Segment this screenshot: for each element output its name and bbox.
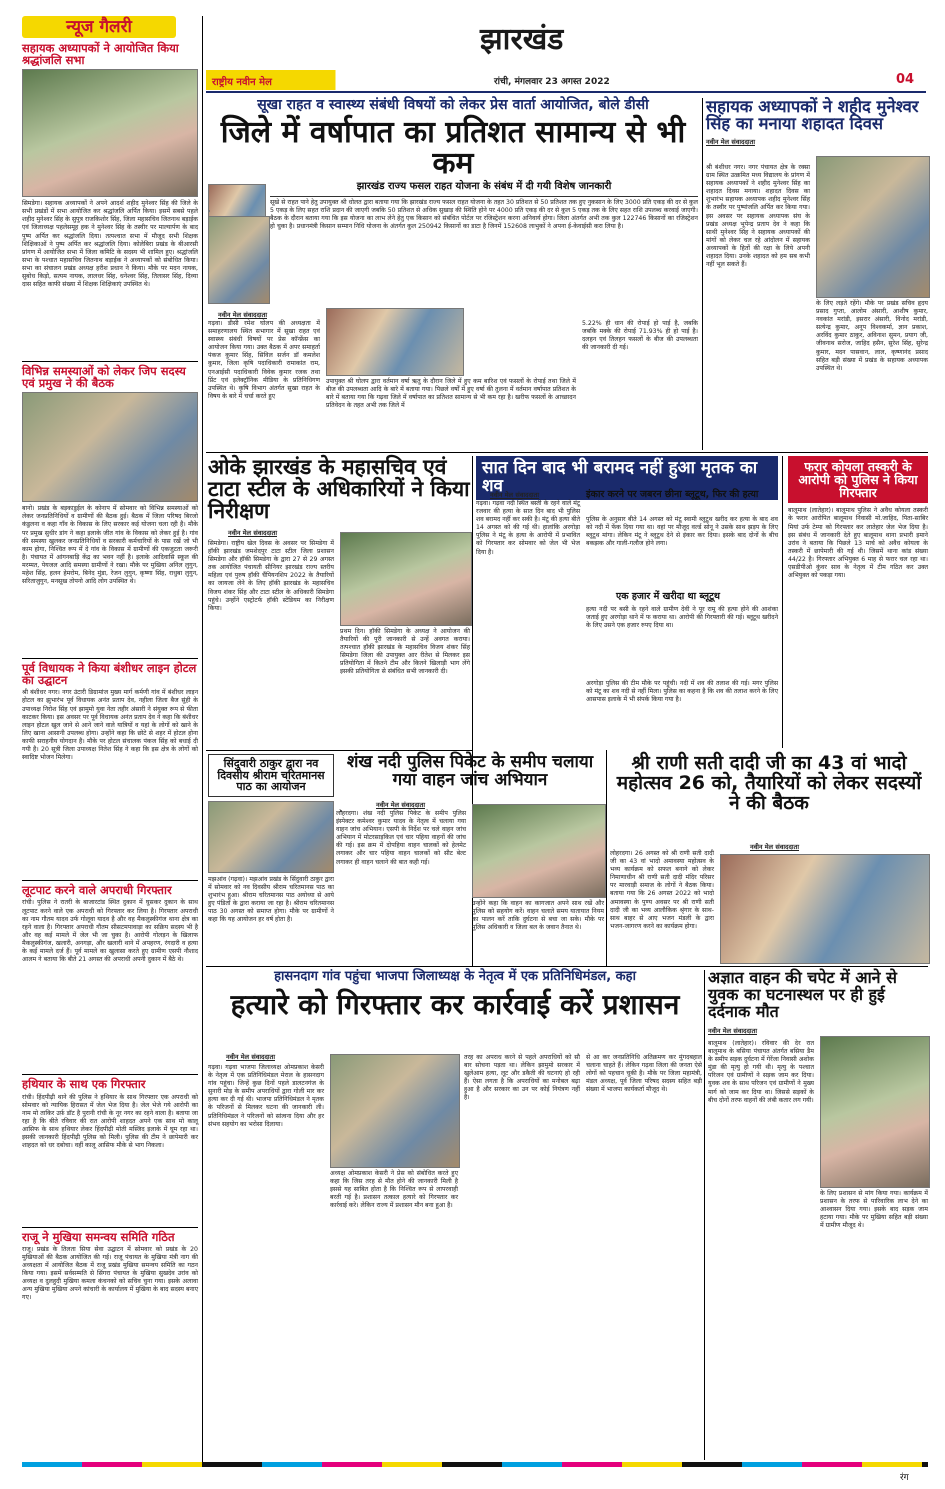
gallery-headline-2: विभिन्न समस्याओं को लेकर जिप सदस्य एवं प्रमुख ने की बैठक bbox=[22, 364, 186, 391]
gallery-body-5: रांची। हिंदपीढ़ी थाने की पुलिस ने हथियार के साथ गिरफ्तार एक अपराधी को सोमवार को न्यायिक हिरासत में जेल भेज दिया है। जेल भेजे गये आरोपी का नाम मो ताकिर उर्फ़ डॉट है पुरानी रांची के नूर नगर का रहने वाला है। बताया जा रहा है कि बीते रविवार की रात आरोपी शाहदत अपने एक साथ मो कालू आसिफ के साथ हथियार लेकर हिंदपीढ़ी मोती मस्जिद इलाके में घूम रहा था। इसकी जानकारी हिंदपीढ़ी पुलिस को मिली। पुलिस की टीम ने छापेमारी कर शाहदत को धर दबोचा। वहीं कालू आसिफ मौके से भाग निकला। bbox=[22, 1093, 200, 1150]
drought-body-top: सूखे से राहत पाने हेतु उपायुक्त श्री धोलत द्वारा बताया गया कि झारखंड राज्य फसल राहत योजना के तहत 30 प्रतिशत से 50 प्रतिशत तक हुए नुकसान के लिए 3000 प्रति एकड़ की दर से कुल 5 एकड़ के लिए सहत राशि प्रदान की जाएगी जबकि 50 प्रतिशत से अधिक सुखाड़ की स्थिति होने पर 4000 प्रति एकड़ की दर से कुल 5 एकड़ तक के लिए सहत राशि उपलब्ध करवाई जाएगी। बैठक के दौरान बताया गया कि इस योजना का लाभ लेने हेतु एक किसान को संबंधित पोर्टल पर रजिस्ट्रेशन करना अनिवार्य होगा। जिला अंतर्गत अभी तक कुल 122746 किसानों का रजिस्ट्रेशन हो चुका है। प्रधानमंत्री किसान सम्मान निधि योजना के अंतर्गत कुल 250942 किसानों का डाटा है जिनमें 152608 लाभुकों ने अपना ई-केवाईसी करा लिया है। bbox=[270, 199, 700, 231]
bjp-photo bbox=[330, 1054, 460, 1168]
paper-name: राष्ट्रीय नवीन मेल bbox=[212, 77, 272, 88]
gallery-body-3: श्री बंशीधर नगर। नगर उंटारी डिग्रामांज मुख्य मार्ग कर्मणी गांव में बंशीधर लाइन होटल का झुभारंभ पूर्व विधायक अनंत प्रताप देव, नहीला जिला बैज सुंही के उपाध्यक्ष निरोश सिंह एवं झामुमो युवा नेता तहीर अंसारी ने संयुक्त रूप से फीता काटकर किया। इस अवसर पर पूर्व विधायक अनंत प्रताप देव ने कहा कि बंशीधर लाइन होटल खुल जाने से आने जाने वाले यात्रियों व यहां के लोगों को खाने के लिए खाना आसानी उपलब्ध होगा। उन्होंने कहा कि छोटे से शहर में होटल होना काफी सराहनीय योगदान है। मौके पर होटल संचालक पंकज सिंह को बधाई दी गयी है। 20 सूत्री जिला उपाध्यक्ष नितेश सिंह ने कहा कि इस क्षेत्र के लोगों को स्वादिष्ट भोजन मिलेगा। bbox=[22, 689, 200, 762]
shankh-byline: नवीन मेल संवाददाता bbox=[376, 801, 425, 809]
gallery-body-1: सिमडेगा। सहायक अध्यापकों ने अपने आदर्श शहीद मुनेश्वर सिंह की जिले के सभी प्रखंडों में सभा आयोजित कर श्रद्धांजलि अर्पित किया। इसमें सबसे पहले शहीद मुनेश्वर सिंह के सुपुत्र राजकिशोर सिंह, जिला महासचिव जितनाथ बड़ाईक एवं जिलाध्यक्ष पहलेसमूह हक ने मुनेश्वर सिंह के तस्वीर पर माल्यार्पण के बाद पुष्प अर्पित कर श्रद्धांजलि दिया। तत्पश्चात सभा में मौजूद सभी शिक्षक शिक्षिकाओं ने पुष्प अर्पित कर श्रद्धांजलि दिया। कोलेबिरा प्रखंड के बीआरसी प्रांगण में आयोजित सभा में जिला कमिटि के सदस्य भी शामिल हुए। श्रद्धांजलि सभा के पश्चात महासचिव जितनाथ बड़ाईक ने अध्यापकों को संबोधित किया। सभा का संचालन प्रखंड अध्यक्ष हरीश प्रधान ने किया। मौके पर मदन नायक, सुबोध किड़ो, सत्यम नायक, लालधर सिंह, धनेश्वर सिंह, तिलासर सिंह, दिव्या दास सहित काफी संख्या में शिक्षक शिक्षिकाएं उपस्थित थे। bbox=[22, 200, 200, 289]
divider bbox=[22, 880, 198, 881]
coal-story bbox=[788, 456, 928, 748]
accident-byline: नवीन मेल संवाददाता bbox=[708, 1027, 757, 1036]
bjp-byline: नवीन मेल संवाददाता bbox=[226, 1053, 275, 1061]
shankh-story bbox=[336, 754, 604, 966]
bjp-body-2: अध्यक्ष ओमप्रकाश केसरी ने प्रेस को संबोधित करते हुए कहा कि जिस तरह से मौत होने की जानकारी मिली है इससे यह साबित होता है कि निश्चित रूप से लापरवाही बरती गई है। प्रशासन तत्काल हत्यारे को गिरफ्तार कर कार्रवाई करे। लेकिन राज्य में प्रशासन मौन बना हुआ है। bbox=[330, 1170, 460, 1210]
accident-headline: अज्ञात वाहन की चपेट में आने से युवक का घटनास्थल पर ही हुई दर्दनाक मौत bbox=[708, 968, 897, 1021]
gallery-headline-6: राजू ने मुखिया समन्वय समिति गठित bbox=[22, 1229, 175, 1244]
okay-jharkhand-photo bbox=[340, 532, 472, 626]
column-rule bbox=[782, 456, 783, 748]
news-gallery-title: न्यूज गैलरी bbox=[66, 17, 132, 37]
bjp-headline: हत्यारे को गिरफ्तार कर कार्रवाई करें प्रशासन bbox=[230, 987, 680, 1021]
section-rule bbox=[206, 452, 928, 453]
gallery-headline-1: सहायक अध्यापकों ने आयोजित किया श्रद्धांजलि सभा bbox=[22, 41, 179, 68]
rani-sati-photo bbox=[720, 854, 930, 964]
accident-photo bbox=[820, 1036, 930, 1188]
okay-jharkhand-headline: ओके झारखंड के महासचिव एवं टाटा स्टील के अधिकारियों ने किया निरीक्षण bbox=[208, 455, 470, 524]
drought-byline: नवीन मेल संवाददाता bbox=[218, 311, 267, 319]
drought-body-col1: गढ़वा। डीसी रमेश घोलप की अध्यक्षता में समाहरणालय स्थित सभागार में सूखा राहत एवं स्वास्थ्य संबंधी विषयों पर प्रेस कॉन्फ्रेंस का आयोजन किया गया। उक्त बैठक में अपर समाहर्ता पंकज कुमार सिंह, सिविल सर्जन डॉ कमलेश कुमार, जिला कृषि पदाधिकारी रामाकांत राम, एनआईसी पदाधिकारी विवेक कुमार रजक तथा प्रिंट एवं इलेक्ट्रॉनिक मीडिया के प्रतिनिधिगण उपस्थित थे। कृषि विभाग अंतर्गत सुखा राहत के विषय के बारे में चर्चा करते हुए bbox=[208, 320, 322, 400]
section-rule bbox=[206, 966, 928, 967]
bjp-story bbox=[208, 970, 702, 1460]
gallery-headline-4: लूटपाट करने वाले अपराधी गिरफ्तार bbox=[22, 883, 172, 898]
asst-teachers-headline: सहायक अध्यापकों ने शहीद मुनेश्वर सिंह का मनाया शहादत दिवस bbox=[706, 97, 919, 134]
divider bbox=[22, 1074, 198, 1075]
seven-days-body-2: पुलिस के अनुसार बीते 14 अगस्त को मंटू स्वामी ब्लूटूथ खरीद कर हत्या के बाद शव को नदी में फेंक दिया गया था। वहां पर मौजूद वर्ल्ड सोनू ने उसके साथ झड़प के लिए ब्लूटूथ मांगा। लेकिन मंटू ने ब्लूटूथ देने से इंकार कर दिया। इसके बाद दोनों के बीच बकझक और गाली-गलौज होने लगा। bbox=[586, 516, 780, 548]
shankh-headline: शंख नदी पुलिस पिकेट के समीप चलाया गया वाहन जांच अभियान bbox=[346, 752, 594, 790]
drought-body-col2: उपायुक्त श्री घोलप द्वारा वर्तमान वर्षा ऋतु के दौरान जिले में हुए कम बारिश एवं फसलों के रोपाई तथा जिले में बीज की उपलब्धता आदि के बारे में बताया गया। पिछले वर्षों में हुए वर्षा की तुलना में वर्तमान वर्षापात प्रतिशत के बारे में बताया गया कि गढ़वा जिले में वर्षापात का प्रतिशत सामान्य से भी कम रहा है। खरीफ फसलों के आच्छादन प्रतिवेदन के तहत अभी तक जिले में bbox=[326, 378, 578, 410]
news-gallery-banner bbox=[22, 16, 176, 38]
okay-jharkhand-byline: नवीन मेल संवाददाता bbox=[228, 529, 277, 537]
asst-teachers-byline: नवीन मेल संवाददाता bbox=[706, 137, 755, 146]
asst-teachers-photo bbox=[816, 156, 930, 298]
asst-teachers-story bbox=[706, 98, 928, 450]
dateline: रांची, मंगलवार 23 अगस्त 2022 bbox=[494, 77, 610, 87]
drought-headline: जिले में वर्षापात का प्रतिशत सामान्य से भी कम bbox=[220, 114, 686, 182]
sindoori-story bbox=[208, 754, 334, 966]
column-rule bbox=[606, 750, 607, 966]
seven-days-headline: सात दिन बाद भी बरामद नहीं हुआ मृतक का शव bbox=[476, 456, 778, 500]
section-rule bbox=[206, 750, 472, 751]
divider bbox=[22, 361, 198, 362]
seven-days-story bbox=[476, 456, 778, 748]
drought-pressmeet-photo bbox=[208, 210, 210, 212]
drought-story bbox=[208, 98, 698, 450]
rani-sati-headline: श्री राणी सती दादी जी का 43 वां भादो महोत्सव 26 को, तैयारियों को लेकर सदस्यों ने की बैठक bbox=[616, 752, 922, 814]
column-rule bbox=[702, 98, 703, 450]
drought-photo-left bbox=[208, 216, 270, 304]
bjp-body: गढ़वा। गढ़वा भाजपा जिलाध्यक्ष ओमप्रकाश केसरी के नेतृत्व में एक प्रतिनिधिमंडल मेराल के हासनदाग गांव पहुंचा। जिन्हें कुछ दिनों पहले डालटनगंज के सुनारी मोड़ के समीप अपराधियों द्वारा गोली मार कर हत्या कर दी गई थी। भाजपा प्रतिनिधिमंडल ने मृतक के परिजनों से मिलकर घटना की जानकारी ली। प्रतिनिधिमंडल ने परिजनों को सांत्वना दिया और हर संभव सहयोग का भरोसा दिलाया। bbox=[208, 1064, 326, 1128]
sindoori-photo bbox=[208, 801, 334, 873]
okay-jharkhand-body-2: प्रथम दिन। हॉकी सिमडेगा के अध्यक्ष ने आयोजन की तैयारियों की पूरी जानकारी से उन्हें अवगत कराया। तत्पश्चात हॉकी झारखंड के महासचिव विजय शंकर सिंह सिमडेगा जिला की उपायुक्त आर रीतेश से मिलकर इस प्रतियोगिता में कितने टीम और कितने खिलाड़ी भाग लेंगे इसकी प्रतियोगिता से संबंधित सभी जानकारी दी। bbox=[340, 628, 472, 676]
seven-days-body-3: हत्या नदी पर बसी के रहने वाले ग्रामीण देवी ने पूर रामू की हत्या होने की आशंका जताई हुए अरगोड़ा थाने में फ कराया था। आरोपी की गिरफ्तारी की गई। ब्लूटूथ खरीदने के लिए उसने एक हजार रुपए दिया था। bbox=[586, 606, 780, 630]
rani-sati-byline: नवीन मेल संवाददाता bbox=[750, 843, 799, 851]
shankh-photo bbox=[472, 804, 606, 898]
rani-sati-body: लोहरदगा। 26 अगस्त को श्री राणी सती दादी जी का 43 वां भादो अमावस्या महोत्सव के भव्य कार्यक्रम को सफल बनाने को लेकर निमाणाधीन श्री राणी सती दादी मंदिर परिसर पर मारवाड़ी समाज के लोगों ने बैठक किया। बताया गया कि 26 अगस्त 2022 को भादो अमावस्या के पुण्य अवसर पर श्री राणी सती दादी जी का भव्य आलौकिक श्रृंगार के साथ-साथ बाहर से आए भजन मंडली के द्वारा भजन-जागरण करने का कार्यक्रम होगा। bbox=[610, 850, 716, 930]
seven-days-body-4: अरगोड़ा पुलिस की टीम मौके पर पहुंची। नदी में शव की तलाश की गई। मगर पुलिस को मंटू का शव नदी से नहीं मिला। पुलिस का कहना है कि शव की तलाश करने के लिए आसपास इलाके में भी संपर्क किया गया है। bbox=[586, 680, 780, 704]
shankh-body: लोहरदगा। शंख नदी पुलिस पिकेट के समीप पुलिस इंस्पेक्टर कमेश्वर कुमार यादव के नेतृत्व में चलाया गया वाहन जांच अभियान। एसपी के निर्देश पर चले वाहन जांच अभियान में मोटरसाइकिल एवं चार पहिया वाहनों की जांच की गई। इस क्रम में दोपहिया वाहन चालकों को हेलमेट लगाकर और चार पहिया वाहन चालकों को सीट बेल्ट लगाकर ही वाहन चलाने की बात कही गई। bbox=[336, 810, 468, 866]
divider bbox=[22, 658, 198, 659]
sindoori-body: मझआंव (गढ़वा)। मझआंव प्रखंड के सिंदुवारी ठाकुर द्वारा में सोमवार को नव दिवसीय श्रीराम चरितमानस पाठ का शुभारंभ हुआ। श्रीराम चरितमानस पाठ अयोध्या से आये हुए पंडितों के द्वारा कराया जा रहा है। श्रीराम चरितमानस पाठ 30 अगस्त को समाप्त होगा। मौके पर ग्रामीणों ने कहा कि यह आयोजन हर वर्ष होता है। bbox=[208, 875, 336, 924]
column-rule bbox=[202, 16, 203, 1464]
drought-photo-center bbox=[326, 308, 464, 376]
accident-body: बालूमाथ (लातेहार)। रविवार की देर रात बालूमाथ के बसिया पंचायत अंतर्गत बसिया डैम के समीप सड़क दुर्घटना में गेरेंजा निवासी अशोक मुंडा की मृत्यु हो गयी थी। मृत्यु के पश्चात परिजन एवं ग्रामीणों ने सड़क जाम कर दिया। युवक शव के साथ परिजन एवं ग्रामीणों ने मुख्य मार्ग को जाम कर दिया था। जिससे सड़कों के बीच दोनों तरफ वाहनों की लंबी कतार लग गयी। bbox=[708, 1040, 816, 1104]
gallery-body-4: रांची। पुलिस ने रातरी के बाजारटांड स्थित दुकान में घुसकर दुकान के साथ लूटपाट करने वाले एक अपराधी को गिरफ्तार कर लिया है। गिरफ्तार अपराधी का नाम गौतम यादव उर्फ गोलूवा यादव है और वह मैकलुस्कीगंज थाना क्षेत्र का रहने वाला है। गिरफ्तार अपराधी गौतम सीसटमपावाड़ा का सक्रिय सदस्य भी है और वह कई मामले में जेल भी जा चुका है। आरोपी गोलड़न के खिलाफ मैकलुस्कीगंज, खलारी, अनगड़ा, और खलारी थाने में अपहरण, रंगदारी व हत्या के कई मामले दर्ज हैं। पूर्व मामले का खुलासा करते हुए ग्रामीण एसपी नौशाद आलम ने बताया कि बीते 21 अगस्त की अपराधी अपनी दुकान में बैठे थे। bbox=[22, 899, 200, 964]
rani-sati-story bbox=[610, 754, 928, 966]
divider bbox=[22, 1227, 198, 1228]
okay-jharkhand-body: सिमडेगा। राष्ट्रीय खेल दिवस के अवसर पर सिमडेगा में हॉकी झारखंड जमशेदपुर टाटा स्टील जिला प्रशासन सिमडेगा और हॉकी सिमडेगा के द्वारा 27 से 29 अगस्त तक आयोजित पंचायती सीनियर झारखंड राज्य स्तरीय महिला एवं पुरुष हॉकी चैंपियनशिप 2022 के तैयारियों का जायजा लेने के लिए हॉकी झारखंड के महासचिव विजय शंकर सिंह और टाटा स्टील के अधिकारी सिमडेगा पहुंचे। उन्होंने एस्ट्रोटर्फ हॉकी स्टेडियम का निरीक्षण किया। bbox=[208, 540, 336, 612]
page-number: 04 bbox=[896, 72, 915, 87]
news-gallery-column bbox=[22, 42, 198, 1442]
gallery-body-6: राजू। प्रखंड के तिलता सिया सेवा उद्घाटन में सोमवार को प्रखंड के 20 मुखियाओं की बैठक आयोजित की गई। राजू पंचायत के मुखिया मंत्री नाग की अध्यक्षता में आयोजित बैठक में राजू प्रखंड मुखिया समन्वय समिति का गठन किया गया। इसमें सर्वसम्मति से सिंगरा पंचायत के मुखिया सुखदेव उरांव को अध्यक्ष व दुलहुदी मुखिया कमला कंचनको को सचिव चुना गया। इसके अलावा अन्य मुखिया मुखिया अपने कांचारी के कार्यालय में मुखिया के बाद सदस्य बनाए गए। bbox=[22, 1245, 200, 1302]
bjp-kicker: हासनदाग गांव पहुंचा भाजपा जिलाध्यक्ष के नेतृत्व में एक प्रतिनिधिमंडल, कहा bbox=[274, 969, 636, 984]
gallery-photo-2 bbox=[22, 392, 198, 502]
seven-days-body: गढ़वा। गढ़वा नदी स्थित बस्ती के रहने वाले मंटू रजवार की हत्या के सात दिन बाद भी पुलिस शव बरामद नहीं कर सकी है। मंटू की हत्या बीते 14 अगस्त को की गई थी। हालांकि अरगोड़ा पुलिस ने मंटू के हत्या के आरोपी में प्रभावित को गिरफ्तार कर सोमवार को जेल भी भेज दिया है। bbox=[476, 500, 582, 556]
drought-body-col3: 5.22% ही धान की रोपाई हो पाई है, जबकि जबकि मक्के की रोपाई 71.93% ही हो पाई है। दलहन एवं तिलहन फसलों के बीज की उपलब्धता की जानकारी दी गई। bbox=[582, 320, 700, 352]
section-title: झारखंड bbox=[480, 22, 564, 57]
gallery-photo-1 bbox=[22, 69, 198, 197]
seven-days-subhead-2: एक हजार में खरीदा था ब्लूटूथ bbox=[616, 591, 720, 602]
drought-kicker: सूखा राहत व स्वास्थ्य संबंधी विषयों को लेकर प्रेस वार्ता आयोजित, बोले डीसी bbox=[257, 97, 649, 113]
drought-subhead: झारखंड राज्य फसल राहत योजना के संबंध में दी गयी विशेष जानकारी bbox=[356, 181, 612, 192]
column-rule bbox=[704, 970, 705, 1460]
accident-story bbox=[708, 970, 928, 1460]
coal-body: बालूमाथ (लातेहार)। बालूमाथ पुलिस ने अवैध कोयला तस्करी के फरार आरोपित बालूमाथ निवासी मो.जाहिद, पिता-साबिर मियां उर्फ टेम्पा को गिरफ्तार कर लातेहार जेल भेज दिया है। इस संबंध में जानकारी देते हुए बालूमाथ थाना प्रभारी इमाने उरांव ने बताया कि पिछले 13 मार्च को अवैध कोयला के तस्करी में छापेमारी की गई थी। जिसमें थाना कांड संख्या 44/22 है। गिरफ्तार अभियुक्त 6 माह से फरार चल रहा था। एसडीपीओ कुंवर साव के नेतृत्व में टीम गठित कर उक्त अभियुक्त को पकड़ा गया। bbox=[788, 507, 930, 580]
seven-days-subhead-1: इंकार करने पर जबरन छीना ब्लूटूथ, फिर की हत्या bbox=[586, 489, 759, 500]
asst-teachers-body-2: के लिए लड़ते रहेंगे। मौके पर प्रखंड सचिव हृदय प्रसाद गुप्ता, आलोम अंसारी, आशीष कुमार, नवकांत मरांडी, इसरार अंसारी, विनोद मरांडी, सत्येन्द्र कुमार, अनूप विश्वकर्मा, ज्ञान प्रकाश, अरविंद कुमार ठाकुर, अविनाश सुमन, प्रयाग जी, जीवनाथ सरोज, जाहिद हसैन, सुरेश सिंह, सुरेन्द्र कुमार, मदन पासवान, लाल, कृष्णानंद प्रसाद सहित बड़ी संख्या में प्रखंड के सहायक अध्यापक उपस्थित थे। bbox=[816, 300, 930, 372]
gallery-headline-3: पूर्व विधायक ने किया बंशीधर लाइन होटल का उद्घाटन bbox=[22, 661, 197, 688]
okay-jharkhand-story bbox=[208, 456, 470, 748]
accident-body-2: के लिए प्रशासन से मांग किया गया। कार्यक्रम में प्रशासन के तरफ से पारिवारिक लाभ देने का आश्वासन दिया गया। इसके बाद सड़क जाम हटाया गया। मौके पर मुखिया सहित बड़ी संख्या में ग्रामीण मौजूद थे। bbox=[820, 1190, 930, 1230]
bjp-body-4: से आ कर जनप्रतिनिधि अतिक्रमण कर मुंगदबहाल चलाना चाहते हैं। लेकिन गढ़वा जिला की जनता ऐसे लोगों को पहचान चुकी है। मौके पर जिला महामंत्री, मंडल अध्यक्ष, पूर्व जिला परिषद सदस्य सहित बड़ी संख्या में भाजपा कार्यकर्ता मौजूद थे। bbox=[586, 1054, 704, 1094]
drought-subhead-bar bbox=[270, 182, 698, 197]
footer-color-bar bbox=[22, 1462, 928, 1467]
shankh-body-2: उन्होंने कहा कि वाहन का कागजात अपने साथ रखें और पुलिस को सहयोग करें। वाहन चलाते समय यातायात नियम का पालन करें ताकि दुर्घटना से बचा जा सके। मौके पर पुलिस अधिकारी व जिला बल के जवान तैनात थे। bbox=[472, 900, 606, 932]
bjp-body-3: तरह का अपराध करने से पहले अपराधियों को सौ बार सोचना पड़ता था। लेकिन झामुमो सरकार में खुलेआम हत्या, लूट और डकैती की घटनाएं हो रही हैं। ऐसा लगता है कि अपराधियों का मनोबल बढ़ा हुआ है और सरकार का उन पर कोई नियंत्रण नहीं है। bbox=[464, 1054, 582, 1102]
masthead-strip bbox=[206, 70, 926, 94]
gallery-body-2: बानो। प्रखंड के बड़काडुईल के कोनाप में सोमवार को विभिन्न समस्याओं को लेकर जनप्रतिनिधियों व ग्रामीणों की बैठक हुई। बैठक में जिला परिषद बिरजो कंडुलना व कहा गाँव के विकास के लिए सरकार कई योजना चला रही है। मौके पर प्रमुख सुधीर डांग ने कहा इलाके जीत गांव के विकास को लेकर हुई है। गांव की समस्या खुलकर जनप्रतिनिधियों व सरकारी कर्मचारियों के पास रखें जो भी काम होगा, निश्चित रूप में दे गांव के विकास में ग्रामीणों की एकजुटता जरूरी है। पंचायत में आंगनबाड़ि केंद्र का भवन नहीं है। इलाके आदिवासि स्कूल की मरम्मत, पेयजल आदि समस्या ग्रामीणों ने रखा। मौके पर मुखिया अनिल लुगुन, महेश सिंह, हलन हेमरोम, बिनेद मुंडा, रेजन लुगुन, कृष्णा सिंह, राधुबा लुगुन, सरिताजुगुन, मनसूख तोपनो आदि लोग उपस्थित थे। bbox=[22, 505, 200, 586]
asst-teachers-body: श्री बंशीधर नगर। नगर पंचायत क्षेत्र के रक्सा ग्राम स्थित उत्क्रमित मध्य विद्यालय के प्रांगण में सहायक अध्यापकों ने शहीद मुनेश्वर सिंह का शहादत दिवस मनाया। शहादत दिवस का शुभारंभ सहायक अध्यापक शहीद मुनेश्वर सिंह के तस्वीर पर पुष्पांजलि अर्पित कर किया गया। इस अवसर पर सहायक अध्यापक संघ के प्रखंड अध्यक्ष भूपेन्द्र प्रताप देव ने कहा कि साथी मुनेश्वर सिंह ने सहायक अध्यापकों की मांगों को लेकर चल रहे आंदोलन में सहायक अध्यापकों के हितों की रक्षा के लिये अपनी शहादत दिया। उनके शहादत को हम सब कभी नहीं भूल सकते हैं। bbox=[706, 164, 812, 269]
gallery-headline-5: हथियार के साथ एक गिरफ्तार bbox=[22, 1077, 146, 1092]
seven-days-byline: नवीन मेल संवाददाता bbox=[490, 491, 539, 499]
footer-corner-text: रंग bbox=[900, 1473, 909, 1483]
coal-headline: फरार कोयला तस्करी के आरोपी को पुलिस ने किया गिरफ्तार bbox=[788, 456, 928, 503]
sindoori-headline: सिंदुवारी ठाकुर द्वारा नव दिवसीय श्रीराम चरितमानस पाठ का आयोजन bbox=[208, 754, 334, 797]
